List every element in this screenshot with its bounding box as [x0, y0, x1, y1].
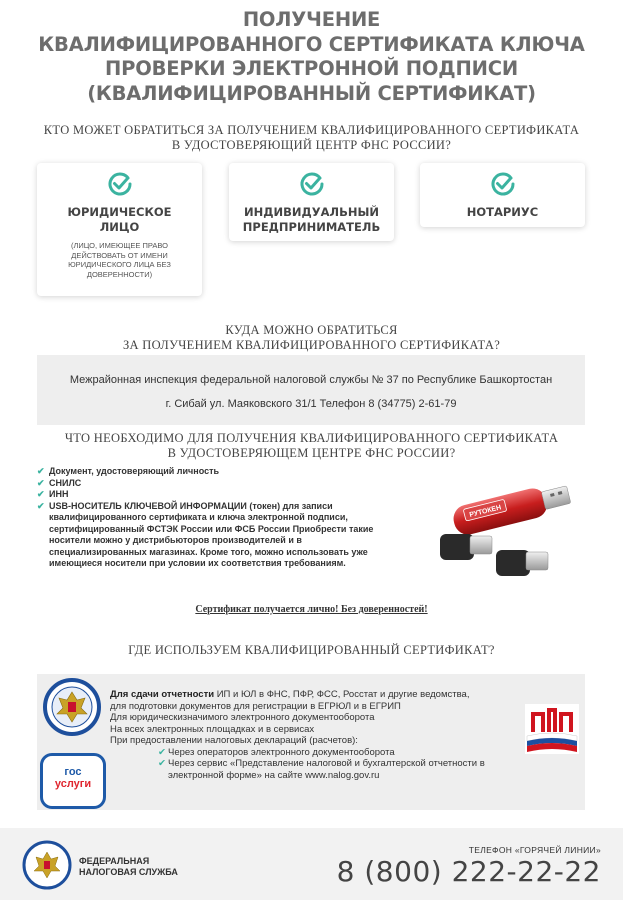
address-box: [37, 355, 585, 425]
check-icon: ✔: [158, 746, 166, 758]
check-icon: ✔: [158, 758, 166, 769]
hotline-label: ТЕЛЕФОН «ГОРЯЧЕЙ ЛИНИИ»: [468, 845, 601, 855]
check-icon: ✔: [37, 466, 45, 476]
org-name: ФЕДЕРАЛЬНАЯ НАЛОГОВАЯ СЛУЖБА: [79, 856, 178, 877]
address-phone: г. Сибай ул. Маяковского 31/1 Телефон 8 (34775) 2-61-79: [165, 398, 457, 410]
fns-emblem-icon: [43, 678, 101, 736]
page-title: ПОЛУЧЕНИЕ КВАЛИФИЦИРОВАННОГО СЕРТИФИКАТА КЛЮЧА ПРОВЕРКИ ЭЛЕКТРОННОЙ ПОДПИСИ (КВАЛИФИЦИРОВАННЫЙ СЕРТИФИКАТ): [38, 8, 585, 105]
usage-text: Для сдачи отчетности ИП и ЮЛ в ФНС, ПФР, ФСС, Росстат и другие ведомства, для подготовки документов для регистрации в ЕГРЮЛ и в ЕГРИП Для юридическизначимого электронного документооборота На всех электронных площадках и в сервисах При предоставлении налоговых деклараций (расчетов): ✔ Через операторов электронного документооборота ✔ Через сервис «Представление налоговой и бухгалтерской отчетности в электронной форме» на сайте www.nalog.gov.ru: [110, 689, 580, 781]
card-title: ИНДИВИДУАЛЬНЫЙ ПРЕДПРИНИМАТЕЛЬ: [242, 205, 381, 234]
card-notary: [420, 163, 585, 227]
card-title: ЮРИДИЧЕСКОЕ ЛИЦО: [67, 205, 172, 234]
gosuslugi-logo: гос услуги: [40, 753, 106, 809]
token-label: РУТОКЕН: [468, 504, 502, 519]
who-question: КТО МОЖЕТ ОБРАТИТЬСЯ ЗА ПОЛУЧЕНИЕМ КВАЛИФИЦИРОВАННОГО СЕРТИФИКАТА В УДОСТОВЕРЯЮЩИЙ ЦЕНТР ФНС РОССИИ?: [43, 123, 580, 152]
usb-token-image: [432, 478, 582, 588]
card-title: НОТАРИУС: [466, 205, 539, 219]
check-icon: ✔: [37, 489, 45, 499]
check-icon: ✔: [37, 477, 45, 488]
usage-question: ГДЕ ИСПОЛЬЗУЕМ КВАЛИФИЦИРОВАННЫЙ СЕРТИФИКАТ?: [128, 643, 495, 657]
check-circle-icon: [299, 171, 325, 197]
address-line: Межрайонная инспекция федеральной налоговой службы № 37 по Республике Башкортостан: [69, 374, 553, 386]
check-icon: ✔: [37, 500, 45, 511]
list-item: ✔ USB-НОСИТЕЛЬ КЛЮЧЕВОЙ ИНФОРМАЦИИ (токен) для записи квалифицированного сертификата и ключа электронной подписи, сертифицированный ФСТЭК России или ФСБ России Приобрести такие носители можно у дистрибьюторов производителей и в специализированных магазинах. Кроме того, можно использовать уже имеющиеся носители при условии их соответствия требованиям.: [37, 500, 374, 568]
check-circle-icon: [107, 171, 133, 197]
card-note: (ЛИЦО, ИМЕЮЩЕЕ ПРАВО ДЕЙСТВОВАТЬ ОТ ИМЕНИ ЮРИДИЧЕСКОГО ЛИЦА БЕЗ ДОВЕРЕННОСТИ): [68, 241, 171, 279]
check-circle-icon: [490, 171, 516, 197]
list-item: ✔ Через операторов электронного документооборота: [158, 746, 395, 758]
where-question: КУДА МОЖНО ОБРАТИТЬСЯ ЗА ПОЛУЧЕНИЕМ КВАЛИФИЦИРОВАННОГО СЕРТИФИКАТА?: [122, 323, 501, 352]
list-item: ✔ Документ, удостоверяющий личность: [37, 466, 220, 476]
needed-question: ЧТО НЕОБХОДИМО ДЛЯ ПОЛУЧЕНИЯ КВАЛИФИЦИРОВАННОГО СЕРТИФИКАТА В УДОСТОВЕРЯЮЩЕМ ЦЕНТРЕ ФНС РОССИИ?: [64, 431, 559, 460]
list-item: ✔ ИНН: [37, 489, 69, 499]
list-item: ✔ СНИЛС: [37, 477, 82, 488]
fns-footer-emblem-icon: [22, 840, 72, 890]
card-legal-entity: [37, 163, 202, 296]
list-item: ✔ Через сервис «Представление налоговой и бухгалтерской отчетности в: [158, 758, 485, 769]
pfr-logo-icon: [523, 702, 581, 756]
hotline-number: 8 (800) 222-22-22: [336, 855, 601, 888]
requirements-list: [37, 466, 392, 570]
personal-note: Сертификат получается лично! Без доверенностей!: [195, 604, 428, 615]
card-entrepreneur: [229, 163, 394, 241]
